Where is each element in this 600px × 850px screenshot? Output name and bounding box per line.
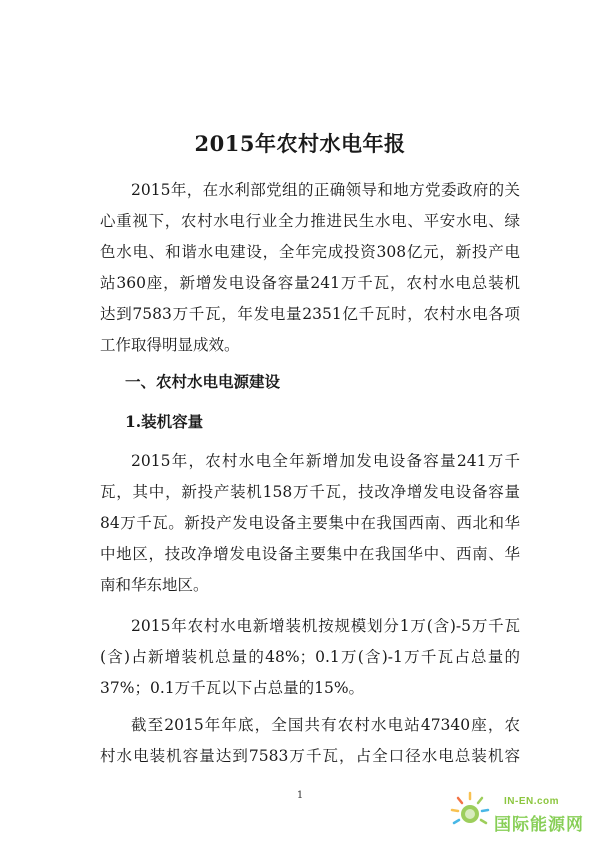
section-heading: 一、农村水电电源建设 xyxy=(125,372,281,391)
intro-line-5: 达到7583万千瓦，年发电量2351亿千瓦时，农村水电各项 xyxy=(100,305,520,323)
para-1-line-3: 84万千瓦。新投产发电设备主要集中在我国西南、西北和华 xyxy=(100,514,520,532)
para-2-line-3: 37%；0.1万千瓦以下占总量的15%。 xyxy=(100,679,365,697)
site-watermark xyxy=(448,784,586,842)
para-3-line-2: 村水电装机容量达到7583万千瓦，占全口径水电总装机容 xyxy=(100,747,520,765)
watermark-text-en: IN-EN.com xyxy=(504,796,560,807)
intro-line-3: 色水电、和谐水电建设，全年完成投资308亿元，新投产电 xyxy=(100,243,520,261)
para-1-line-2: 瓦，其中，新投产装机158万千瓦，技改净增发电设备容量 xyxy=(100,483,520,501)
subsection-heading: 1.装机容量 xyxy=(125,412,204,431)
para-3-line-1: 截至2015年年底，全国共有农村水电站47340座，农 xyxy=(131,716,520,734)
para-1-line-4: 中地区，技改净增发电设备主要集中在我国华中、西南、华 xyxy=(100,545,520,563)
intro-line-1: 2015年，在水利部党组的正确领导和地方党委政府的关 xyxy=(131,181,520,199)
intro-line-2: 心重视下，农村水电行业全力推进民生水电、平安水电、绿 xyxy=(100,212,520,230)
para-2-line-2: (含)占新增装机总量的48%；0.1万(含)-1万千瓦占总量的 xyxy=(100,648,520,666)
page-number: 1 xyxy=(296,790,304,801)
sun-logo-icon xyxy=(448,790,492,834)
document-title: 2015年农村水电年报 xyxy=(194,131,406,156)
para-2-line-1: 2015年农村水电新增装机按规模划分1万(含)-5万千瓦 xyxy=(131,617,520,635)
para-1-line-5: 南和华东地区。 xyxy=(100,576,209,594)
intro-line-6: 工作取得明显成效。 xyxy=(100,336,240,354)
intro-line-4: 站360座，新增发电设备容量241万千瓦，农村水电总装机 xyxy=(100,274,520,292)
para-1-line-1: 2015年，农村水电全年新增加发电设备容量241万千 xyxy=(131,452,520,470)
watermark-text-cn: 国际能源网 xyxy=(494,815,584,835)
